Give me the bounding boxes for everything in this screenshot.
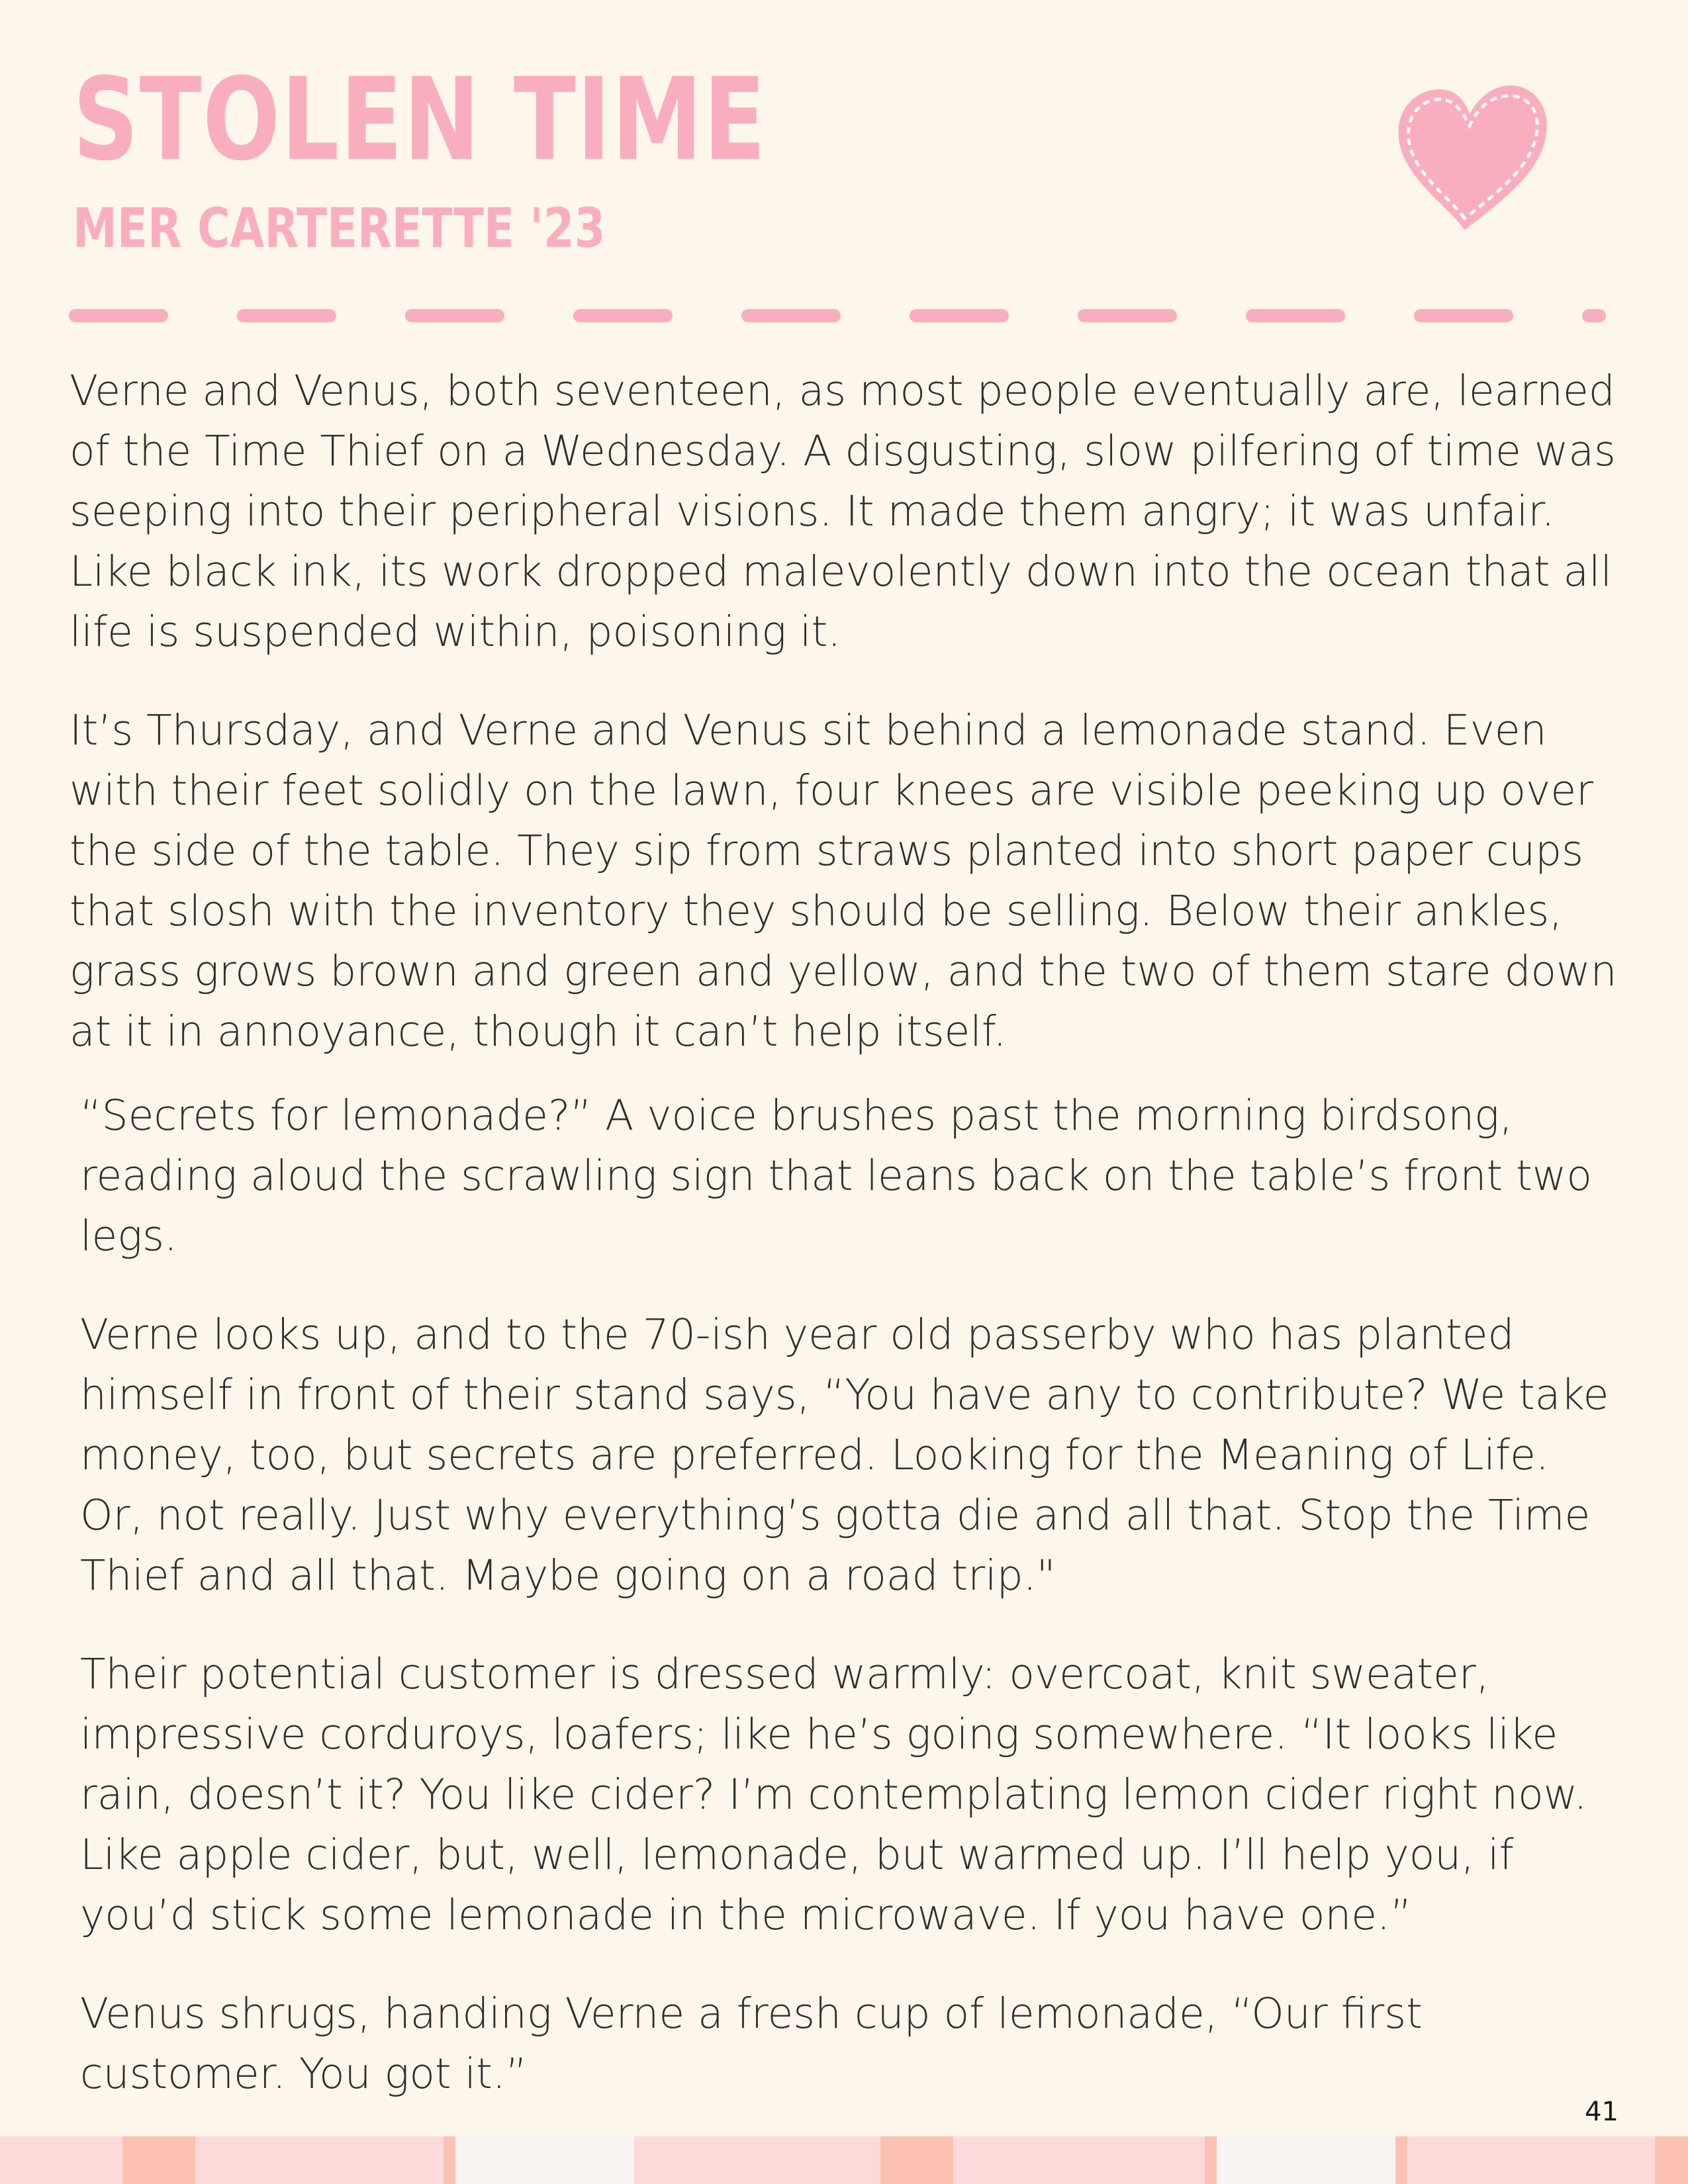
paragraph: It’s Thursday, and Verne and Venus sit behind a lemonade stand. Even with their feet solidly on the lawn, four knees are visible peeking up over the side of the table. They sip from straws planted into short paper cups that slosh with the inventory they should be selling. Below their ankles, grass grows brown and green and yellow, and the two of them stare down at it in annoyance, though it can’t help itself. [70,706,1617,1056]
paragraph: Verne looks up, and to the 70-ish year old passerby who has planted himself in front of their stand says, “You have any to contribute? We take money, too, but secrets are preferred. Looking for the Meaning of Life. Or, not really. Just why everything’s gotta die and all that. Stop the Time Thief and all that. Maybe going on a road trip." [80,1310,1609,1600]
paragraph: “Secrets for lemonade?” A voice brushes past the morning birdsong, reading aloud the scrawling sign that leans back on the table’s front two legs. [80,1091,1592,1260]
article-body [70,361,1618,2142]
page-number: 41 [1585,2097,1618,2127]
footer-stripe-band [0,2136,1688,2184]
article-title: STOLEN TIME [73,53,767,186]
paragraph: Venus shrugs, handing Verne a fresh cup of lemonade, “Our first customer. You got it.” [80,1989,1423,2098]
paragraph: Their potential customer is dressed warmly: overcoat, knit sweater, impressive corduroys, loafers; like he’s going somewhere. “It looks like rain, doesn’t it? You like cider? I’m contemplating lemon cider right now. Like apple cider, but, well, lemonade, but warmed up. I’ll help you, if you’d stick some lemonade in the microwave. If you have one.” [80,1650,1587,1939]
dashed-divider [66,306,1609,326]
paragraph: Verne and Venus, both seventeen, as most people eventually are, learned of the Time Thief on a Wednesday. A disgusting, slow pilfering of time was seeping into their peripheral visions. It made them angry; it was unfair. Like black ink, its work dropped malevolently down into the ocean that all life is suspended within, poisoning it. [70,367,1616,656]
article-byline: MER CARTERETTE '23 [73,197,606,260]
heart-icon [1387,79,1559,245]
